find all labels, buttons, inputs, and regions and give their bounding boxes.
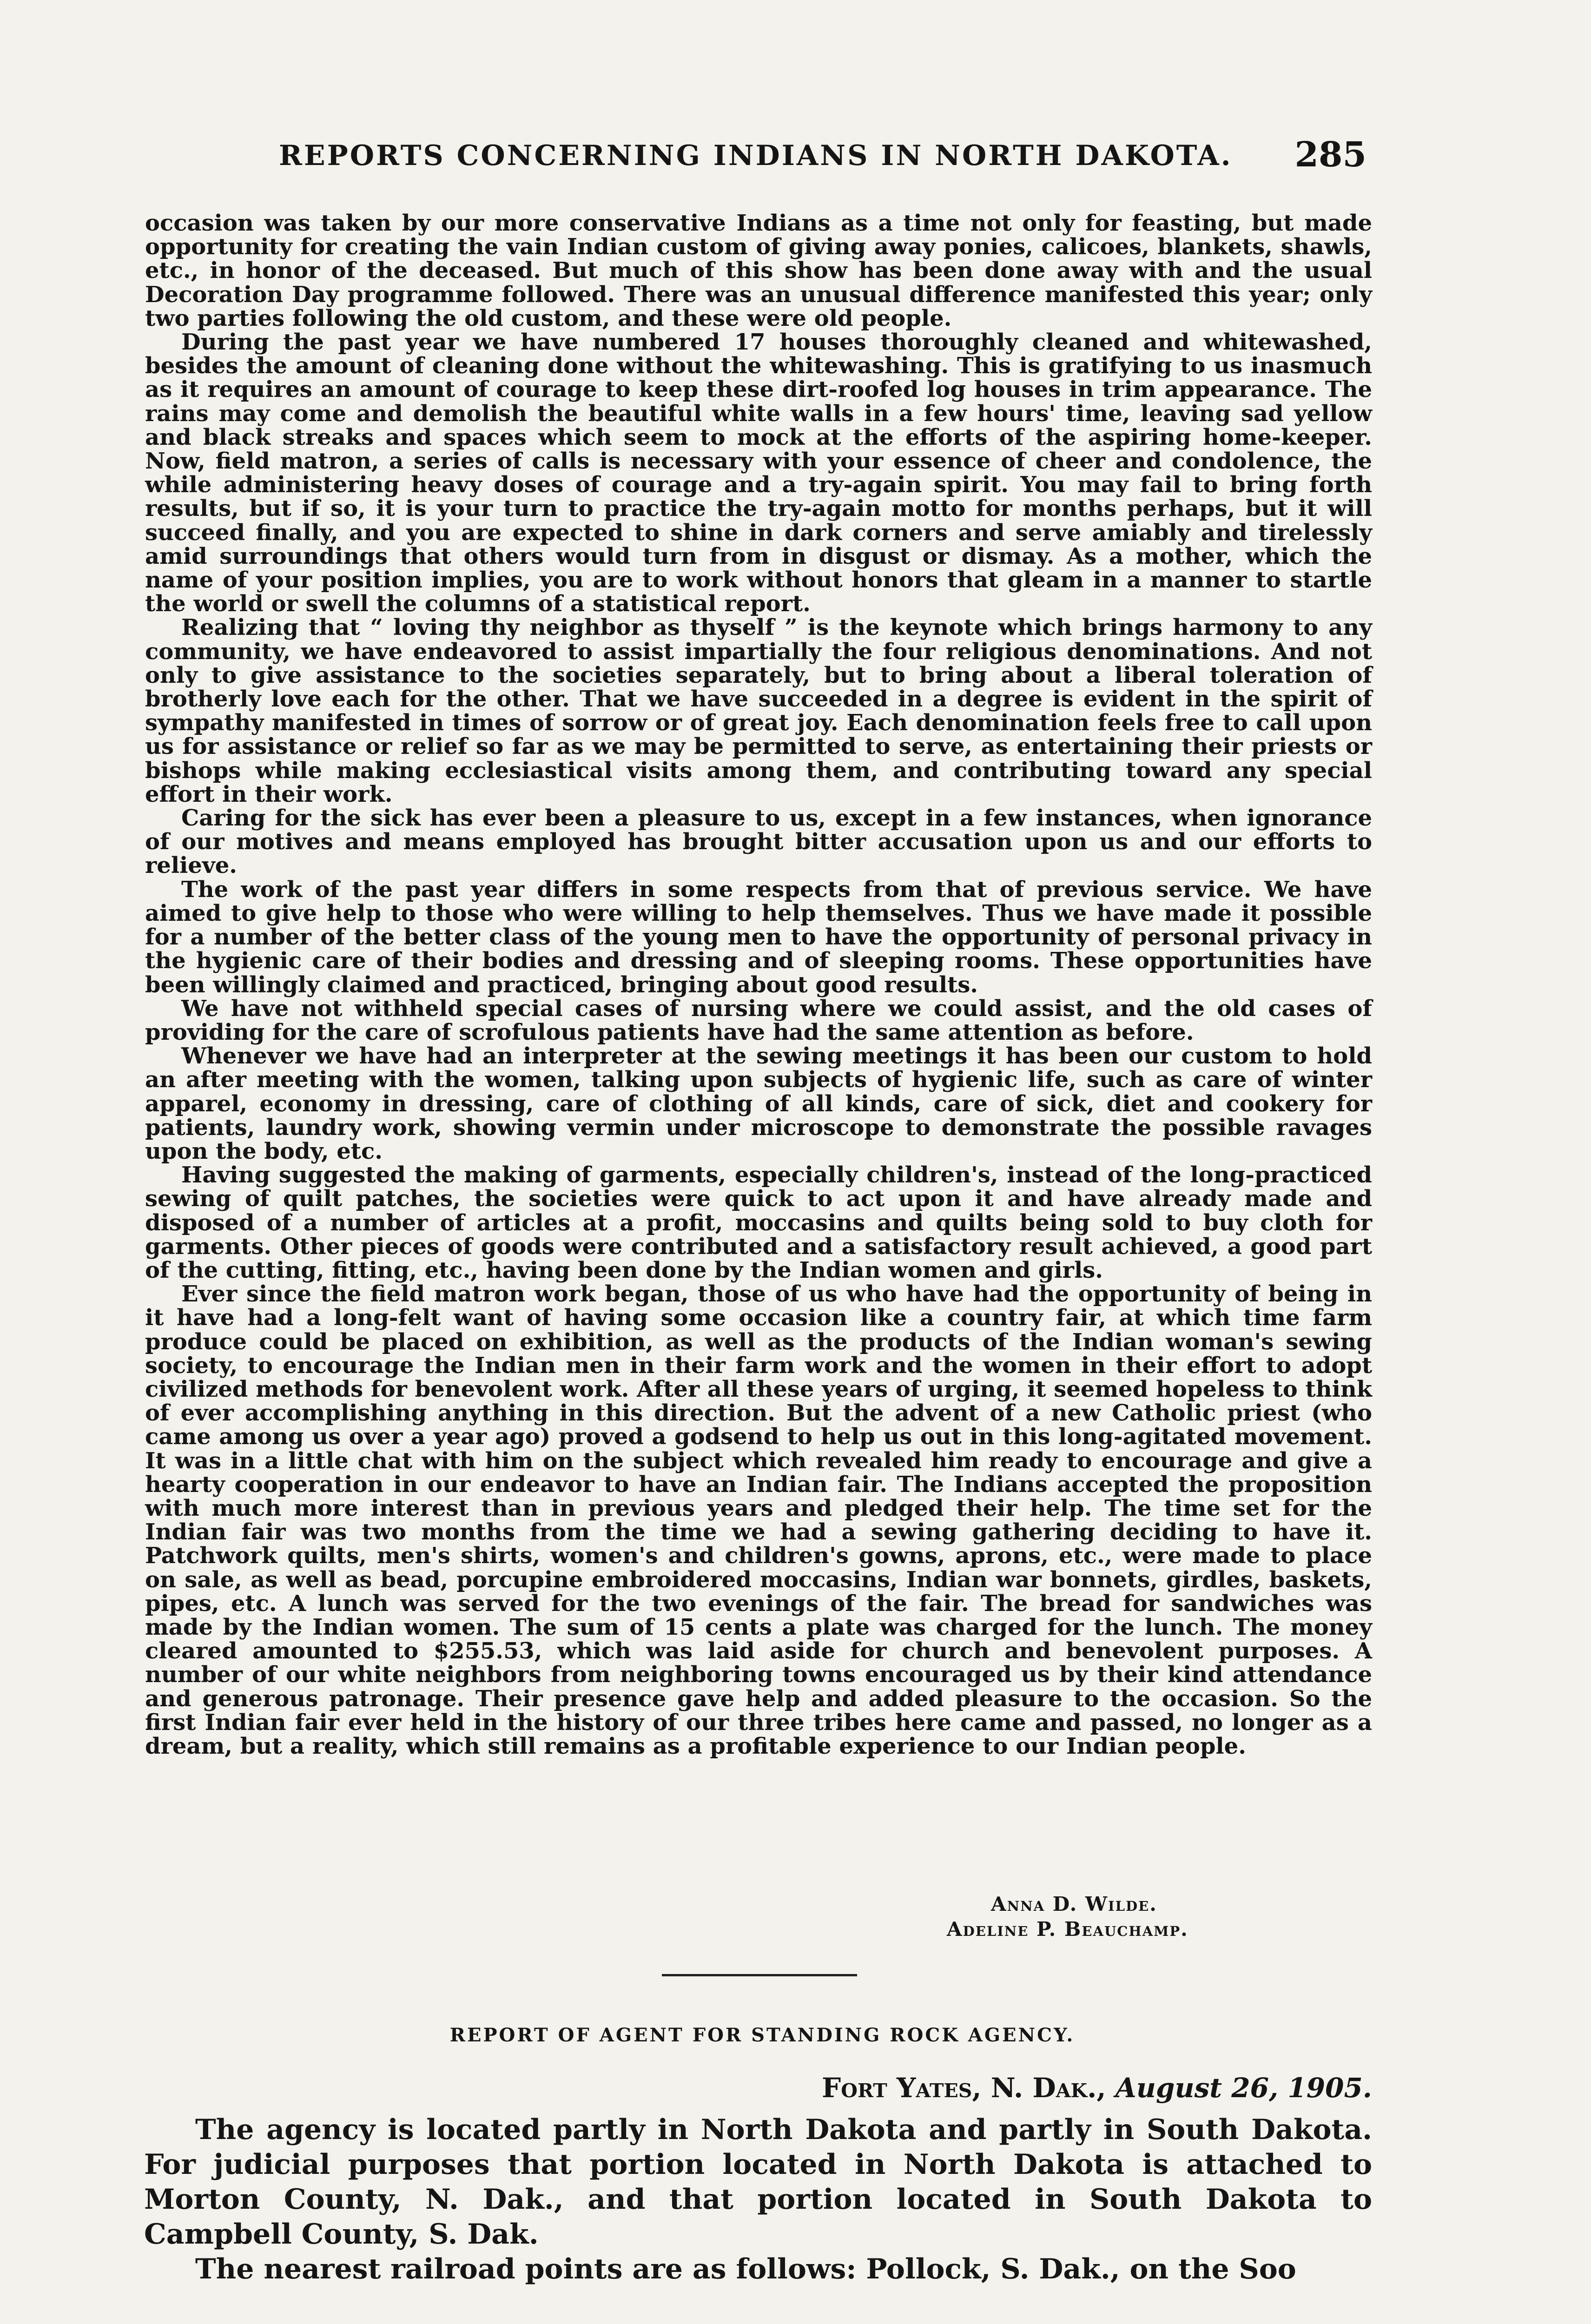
dateline-place: Fort Yates, N. Dak., bbox=[822, 2072, 1106, 2104]
section-title: REPORT OF AGENT FOR STANDING ROCK AGENCY. bbox=[449, 2024, 1075, 2046]
signature: Anna D. Wilde. bbox=[991, 1893, 1157, 1915]
agent-report-body bbox=[144, 2113, 1372, 2287]
dateline-date: August 26, 1905. bbox=[1115, 2072, 1372, 2104]
signature: Adeline P. Beauchamp. bbox=[947, 1918, 1188, 1941]
paragraph: Having suggested the making of garments, especially children's, instead of the long-practiced sewing of quilt patches, the societies were quick to act upon it and have already made and disposed of a number of articles at a profit, moccasins and quilts being sold to buy cloth for garments. Other pieces of goods were contributed and a satisfactory result achieved, a good part of the cutting, fitting, etc., having been done by the Indian women and girls. bbox=[145, 1162, 1372, 1283]
paragraph: Caring for the sick has ever been a pleasure to us, except in a few instances, when ignorance of our motives and means employed has brought bitter accusation upon us and our efforts to relieve. bbox=[145, 805, 1372, 879]
paragraph: The work of the past year differs in some respects from that of previous service. We have aimed to give help to those who were willing to help themselves. Thus we have made it possible for a number of the better class of the young men to have the opportunity of personal privacy in the hygienic care of their bodies and dressing and of sleeping rooms. These opportunities have been willingly claimed and practiced, bringing about good results. bbox=[145, 876, 1372, 998]
running-head: REPORTS CONCERNING INDIANS IN NORTH DAKOTA. bbox=[279, 139, 1233, 172]
paragraph: The nearest railroad points are as follows: Pollock, S. Dak., on the Soo bbox=[195, 2253, 1296, 2285]
paragraph: The agency is located partly in North Dakota and partly in South Dakota. For judicial purposes that portion located in North Dakota is attached to Morton County, N. Dak., and that portion located in South Dakota to Campbell County, S. Dak. bbox=[144, 2113, 1372, 2251]
paragraph: During the past year we have numbered 17 houses thoroughly cleaned and whitewashed, besides the amount of cleaning done without the whitewashing. This is gratifying to us inasmuch as it requires an amount of courage to keep these dirt-roofed log houses in trim appearance. The rains may come and demolish the beautiful white walls in a few hours' time, leaving sad yellow and black streaks and spaces which seem to mock at the efforts of the aspiring home-keeper. Now, field matron, a series of calls is necessary with your essence of cheer and condolence, the while administering heavy doses of courage and a try-again spirit. You may fail to bring forth results, but if so, it is your turn to practice the try-again motto for months perhaps, but it will succeed finally, and you are expected to shine in dark corners and serve amiably and tirelessly amid surroundings that others would turn from in disgust or dismay. As a mother, which the name of your position implies, you are to work without honors that gleam in a manner to startle the world or swell the columns of a statistical report. bbox=[145, 329, 1372, 617]
paragraph: Ever since the field matron work began, those of us who have had the opportunity of being in it have had a long-felt want of having some occasion like a country fair, at which time farm produce could be placed on exhibition, as well as the products of the Indian woman's sewing society, to encourage the Indian men in their farm work and the women in their effort to adopt civilized methods for benevolent work. After all these years of urging, it seemed hopeless to think of ever accomplishing anything in this direction. But the advent of a new Catholic priest (who came among us over a year ago) proved a godsend to help us out in this long-agitated movement. It was in a little chat with him on the subject which revealed him ready to encourage and give a hearty cooperation in our endeavor to have an Indian fair. The Indians accepted the proposition with much more interest than in previous years and pledged their help. The time set for the Indian fair was two months from the time we had a sewing gathering deciding to have it. Patchwork quilts, men's shirts, women's and children's gowns, aprons, etc., were made to place on sale, as well as bead, porcupine embroidered moccasins, Indian war bonnets, girdles, baskets, pipes, etc. A lunch was served for the two evenings of the fair. The bread for sandwiches was made by the Indian women. The sum of 15 cents a plate was charged for the lunch. The money cleared amounted to $255.53, which was laid aside for church and benevolent purposes. A number of our white neighbors from neighboring towns encouraged us by their kind attendance and generous patronage. Their presence gave help and added pleasure to the occasion. So the first Indian fair ever held in the history of our three tribes here came and passed, no longer as a dream, but a reality, which still remains as a profitable experience to our Indian people. bbox=[145, 1281, 1372, 1759]
paragraph: occasion was taken by our more conservative Indians as a time not only for feasting, but made opportunity for creating the vain Indian custom of giving away ponies, calicoes, blankets, shawls, etc., in honor of the deceased. But much of this show has been done away with and the usual Decoration Day programme followed. There was an unusual difference manifested this year; only two parties following the old custom, and these were old people. bbox=[145, 210, 1372, 331]
paragraph: Whenever we have had an interpreter at the sewing meetings it has been our custom to hold an after meeting with the women, talking upon subjects of hygienic life, such as care of winter apparel, economy in dressing, care of clothing of all kinds, care of sick, diet and cookery for patients, laundry work, showing vermin under microscope to demonstrate the possible ravages upon the body, etc. bbox=[145, 1043, 1372, 1164]
section-divider bbox=[662, 1974, 857, 1976]
signature-block bbox=[947, 1892, 1372, 1942]
page-number: 285 bbox=[1294, 135, 1367, 175]
paragraph: Realizing that “ loving thy neighbor as thyself ” is the keynote which brings harmony to any community, we have endeavored to assist impartially the four religious denominations. And not only to give assistance to the societies separately, but to bring about a liberal toleration of brotherly love each for the other. That we have succeeded in a degree is evident in the spirit of sympathy manifested in times of sorrow or of great joy. Each denomination feels free to call upon us for assistance or relief so far as we may be permitted to serve, as entertaining their priests or bishops while making ecclesiastical visits among them, and contributing toward any special effort in their work. bbox=[145, 614, 1372, 807]
paragraph: We have not withheld special cases of nursing where we could assist, and the old cases of providing for the care of scrofulous patients have had the same attention as before. bbox=[145, 995, 1372, 1045]
report-body bbox=[145, 211, 1372, 1758]
dateline bbox=[744, 2072, 1372, 2104]
